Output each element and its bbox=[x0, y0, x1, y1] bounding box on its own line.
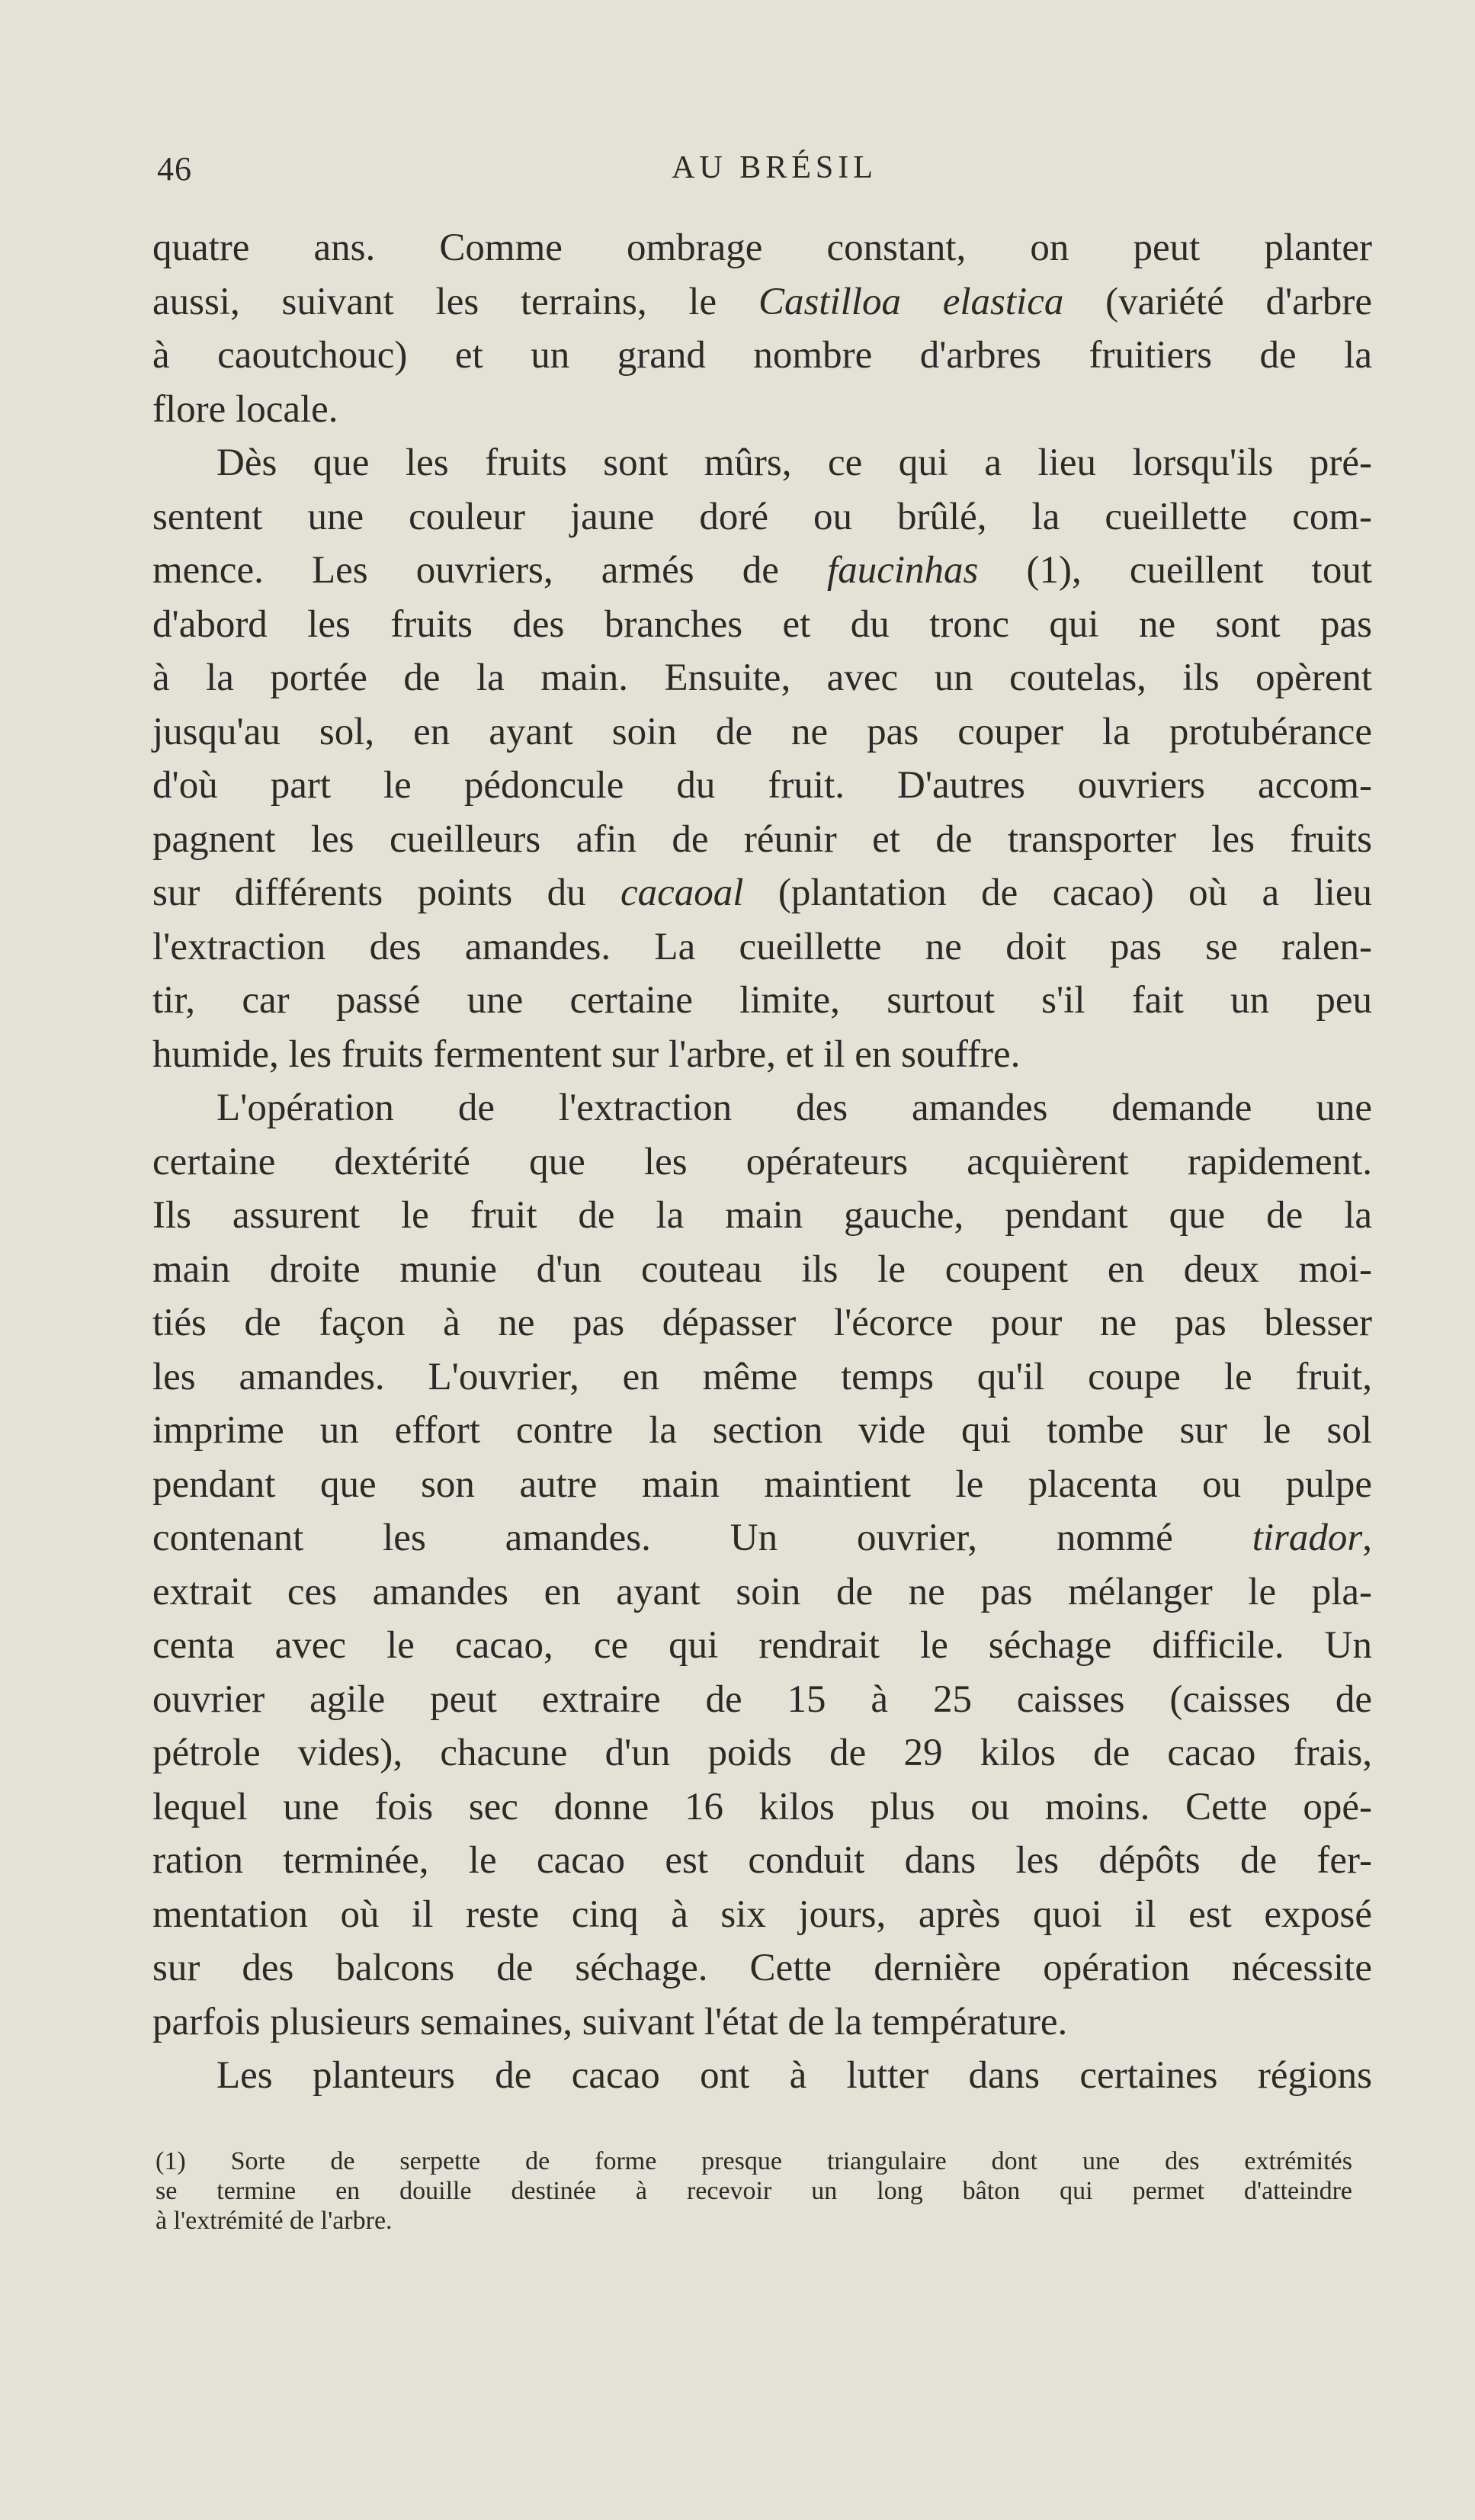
text-line: sur des balcons de séchage. Cette dernière opération nécessite bbox=[152, 1947, 1372, 1989]
text-line: quatre ans. Comme ombrage constant, on peut planter bbox=[152, 226, 1372, 269]
text-line: ouvrier agile peut extraire de 15 à 25 caisses (caisses de bbox=[152, 1677, 1372, 1721]
text-line: pétrole vides), chacune d'un poids de 29 kilos de cacao frais, bbox=[152, 1732, 1372, 1774]
text-line: imprime un effort contre la section vide qui tombe sur le sol bbox=[152, 1409, 1372, 1452]
text-line: à la portée de la main. Ensuite, avec un coutelas, ils opèrent bbox=[152, 656, 1372, 699]
text-line: d'abord les fruits des branches et du tronc qui ne sont pas bbox=[152, 602, 1372, 646]
footnote-line: à l'extrémité de l'arbre. bbox=[156, 2207, 393, 2235]
text-run: (1), cueillent tout bbox=[978, 549, 1372, 592]
text-run: , bbox=[1362, 1517, 1372, 1559]
text-line: pagnent les cueilleurs afin de réunir et de transporter les fruits bbox=[152, 817, 1372, 861]
text-line: main droite munie d'un couteau ils le coupent en deux moi- bbox=[152, 1247, 1372, 1291]
footnote bbox=[156, 2146, 1352, 2236]
text-line: Ils assurent le fruit de la main gauche, pendant que de la bbox=[152, 1194, 1372, 1237]
text-line: tiés de façon à ne pas dépasser l'écorce pour ne pas blesser bbox=[152, 1302, 1372, 1344]
italic-term: Castilloa elastica bbox=[758, 280, 1064, 323]
text-line: tir, car passé une certaine limite, surtout s'il fait un peu bbox=[152, 979, 1372, 1022]
text-run: aussi, suivant les terrains, le bbox=[152, 280, 758, 323]
text-run: (variété d'arbre bbox=[1063, 280, 1372, 323]
text-line bbox=[152, 275, 1372, 329]
text-line: lequel une fois sec donne 16 kilos plus ou moins. Cette opé- bbox=[152, 1785, 1372, 1828]
text-run: mence. Les ouvriers, armés de bbox=[152, 549, 828, 592]
body-text bbox=[152, 221, 1372, 2103]
footnote-line: se termine en douille destinée à recevoir un long bâton qui permet d'atteindre bbox=[156, 2177, 1352, 2205]
text-line: sentent une couleur jaune doré ou brûlé, la cueillette com- bbox=[152, 495, 1372, 538]
text-line: humide, les fruits fermentent sur l'arbre, et il en souffre. bbox=[152, 1032, 1021, 1076]
italic-term: tirador bbox=[1252, 1517, 1363, 1559]
text-line: mentation où il reste cinq à six jours, après quoi il est exposé bbox=[152, 1892, 1372, 1936]
text-line: L'opération de l'extraction des amandes demande une bbox=[216, 1087, 1372, 1129]
text-line: Dès que les fruits sont mûrs, ce qui a lieu lorsqu'ils pré- bbox=[216, 441, 1372, 484]
text-line: jusqu'au sol, en ayant soin de ne pas couper la protubérance bbox=[152, 710, 1372, 753]
text-line: pendant que son autre main maintient le placenta ou pulpe bbox=[152, 1462, 1372, 1506]
text-line: à caoutchouc) et un grand nombre d'arbres fruitiers de la bbox=[152, 334, 1372, 377]
italic-term: faucinhas bbox=[827, 549, 979, 592]
text-line: extrait ces amandes en ayant soin de ne pas mélanger le pla- bbox=[152, 1570, 1372, 1613]
text-run: contenant les amandes. Un ouvrier, nommé bbox=[152, 1517, 1252, 1559]
text-line: d'où part le pédoncule du fruit. D'autres ouvriers accom- bbox=[152, 764, 1372, 807]
text-line bbox=[152, 1511, 1372, 1565]
text-run: (plantation de cacao) où a lieu bbox=[743, 872, 1372, 914]
italic-term: cacaoal bbox=[620, 872, 744, 914]
page-number: 46 bbox=[157, 150, 192, 188]
text-run: sur différents points du bbox=[152, 872, 621, 914]
text-line bbox=[152, 866, 1372, 920]
text-line: parfois plusieurs semaines, suivant l'état de la température. bbox=[152, 2000, 1068, 2043]
running-head bbox=[157, 149, 1369, 195]
text-line: l'extraction des amandes. La cueillette ne doit pas se ralen- bbox=[152, 925, 1372, 968]
text-line bbox=[152, 544, 1372, 598]
text-line: certaine dextérité que les opérateurs acquièrent rapidement. bbox=[152, 1140, 1372, 1183]
running-title: AU BRÉSIL bbox=[672, 150, 877, 185]
text-line: centa avec le cacao, ce qui rendrait le séchage difficile. Un bbox=[152, 1624, 1372, 1667]
text-line: flore locale. bbox=[152, 387, 338, 431]
footnote-line: (1) Sorte de serpette de forme presque triangulaire dont une des extrémités bbox=[156, 2147, 1352, 2175]
text-line: les amandes. L'ouvrier, en même temps qu'il coupe le fruit, bbox=[152, 1355, 1372, 1398]
text-line: ration terminée, le cacao est conduit dans les dépôts de fer- bbox=[152, 1839, 1372, 1882]
text-line: Les planteurs de cacao ont à lutter dans certaines régions bbox=[216, 2054, 1372, 2097]
